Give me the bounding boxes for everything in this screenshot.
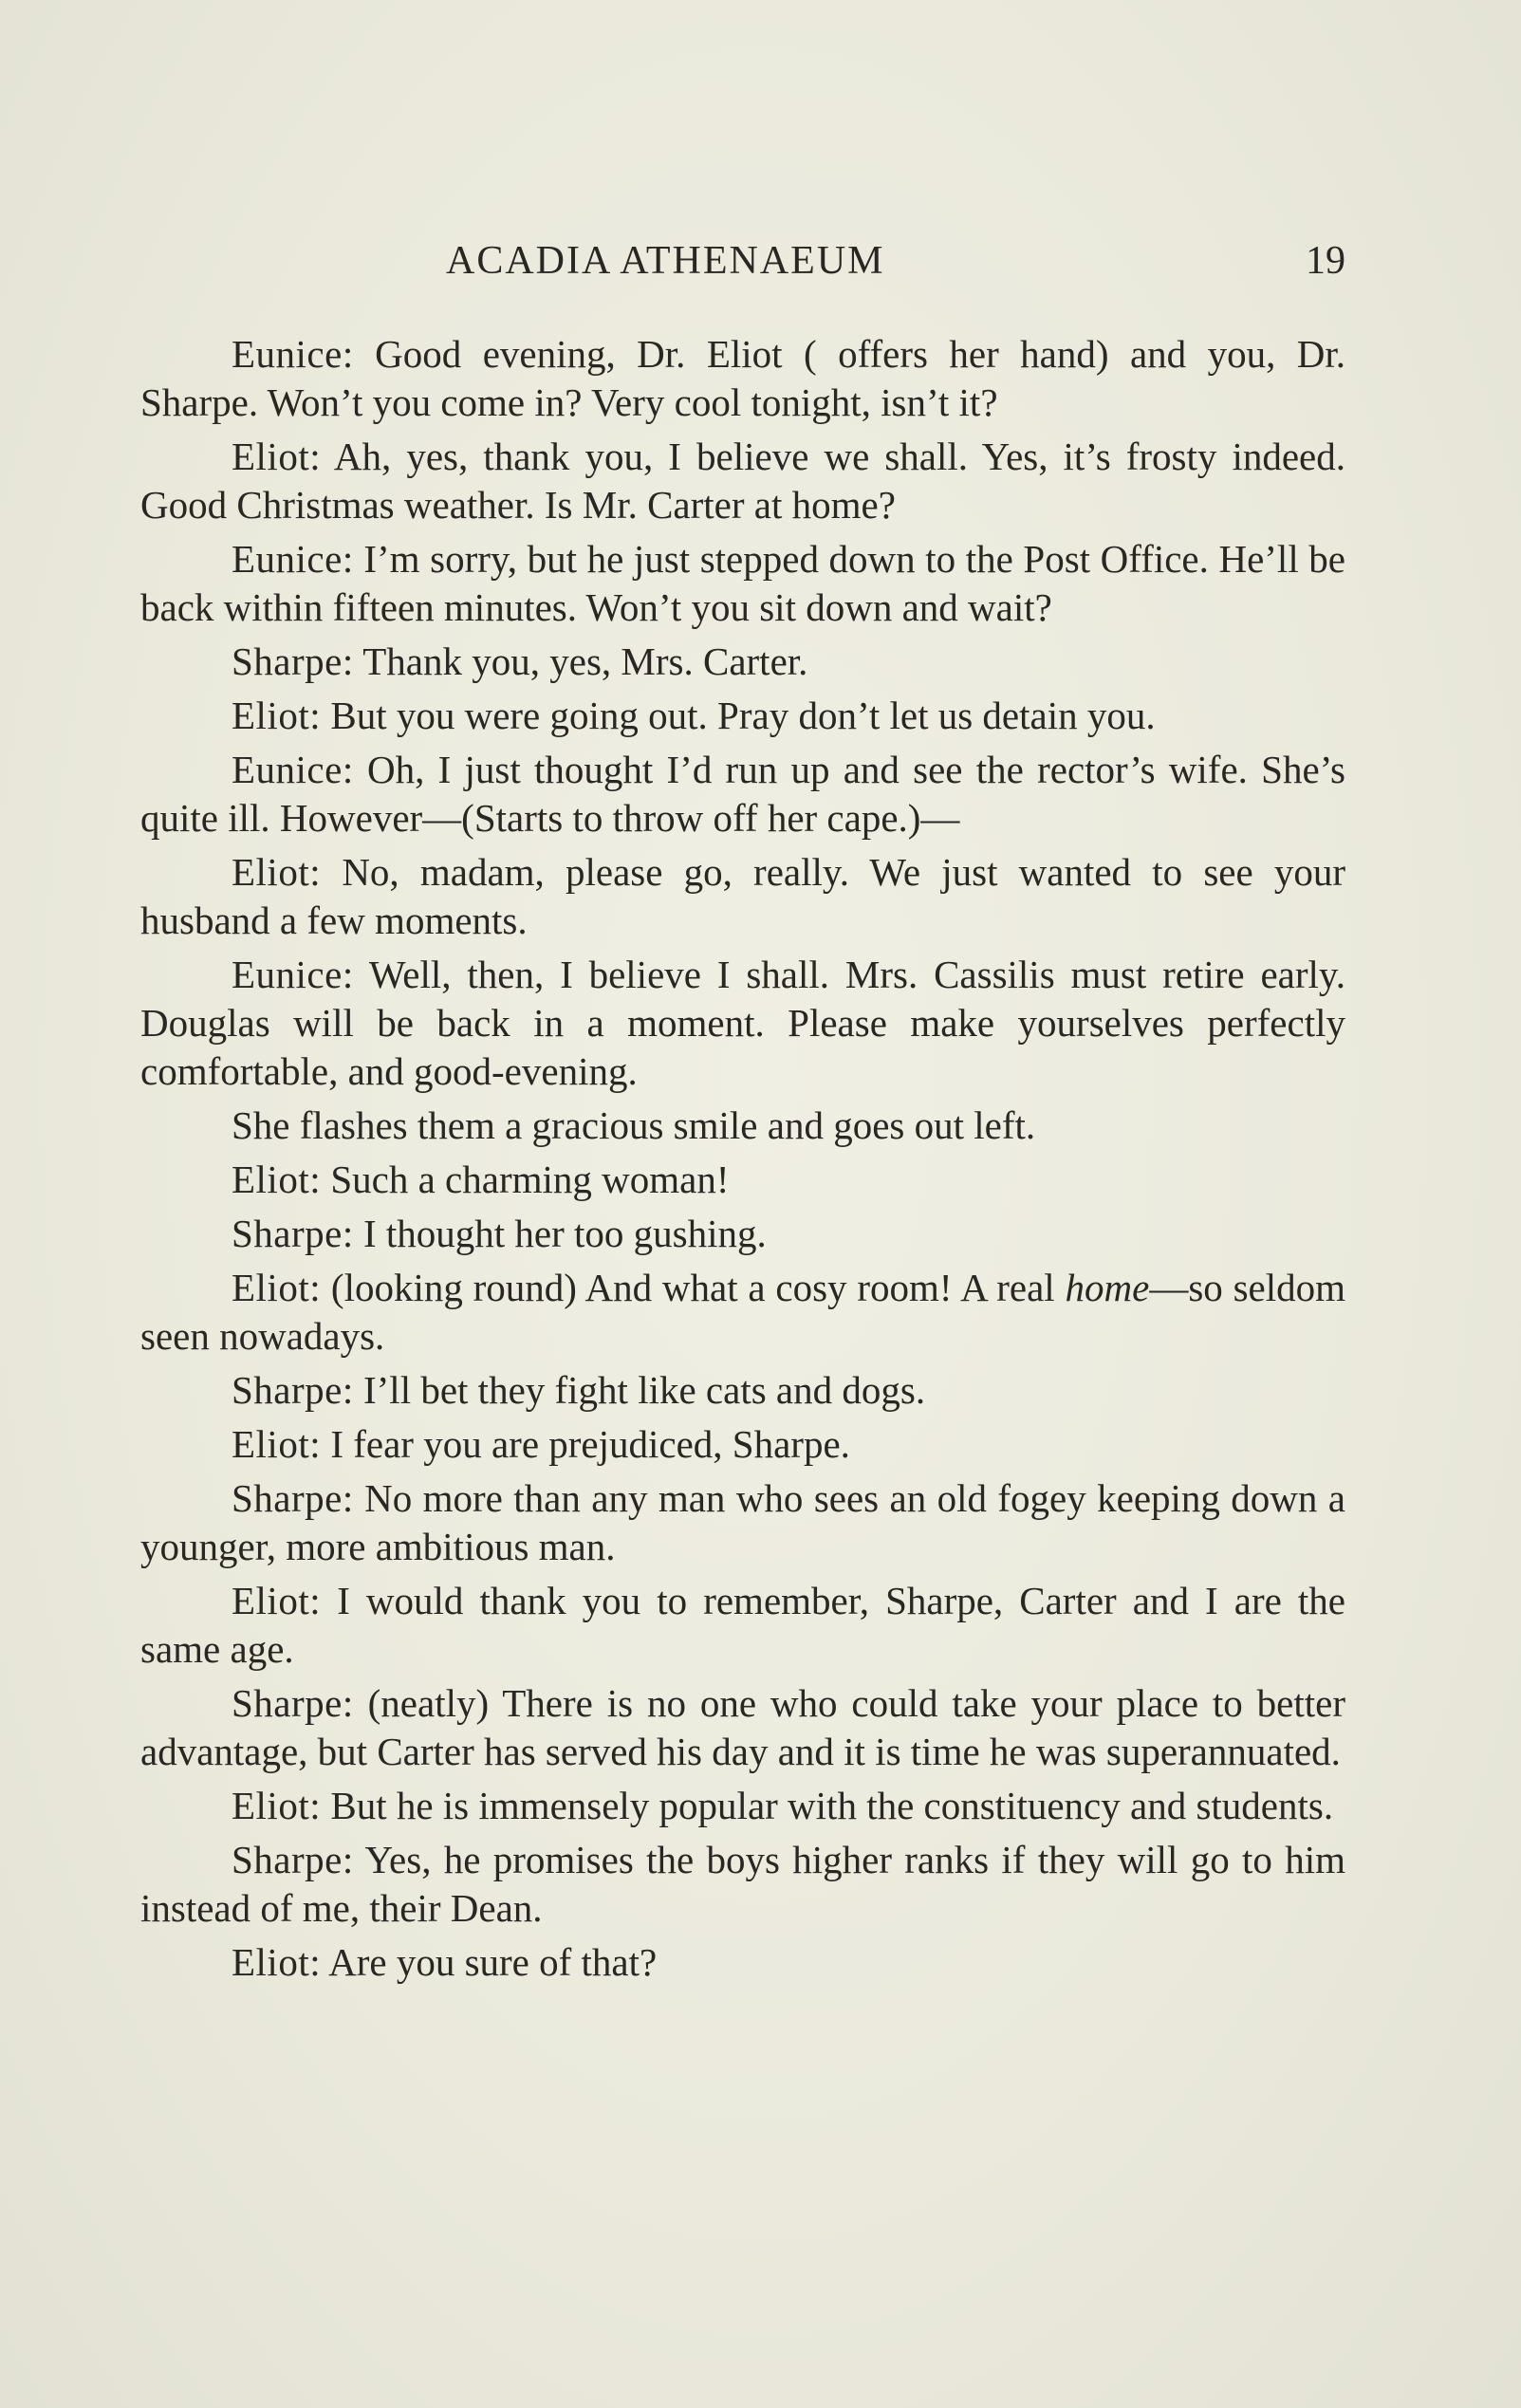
paragraph — [140, 1782, 1345, 1830]
speech-text: (neatly) There is no one who could take your place to better advantage, but Carter has served his day and it is time he was superannuated. — [140, 1681, 1346, 1773]
speech-text: Well, then, I believe I shall. Mrs. Cassilis must retire early. Douglas will be back in a moment. Please make yourselves perfectly comfortable, and good-evening. — [140, 953, 1345, 1093]
speaker-name: Eliot: — [232, 1266, 322, 1309]
speaker-name: Eliot: — [232, 1940, 322, 1984]
speaker-name: Eliot: — [232, 435, 322, 478]
italic-word: home — [1065, 1266, 1150, 1309]
speech-text: (looking round) And what a cosy room! A real — [330, 1266, 1055, 1309]
paragraph — [140, 1836, 1345, 1933]
paragraph — [140, 535, 1345, 632]
speaker-name: Eunice: — [232, 537, 354, 581]
paragraph — [140, 1264, 1345, 1361]
speaker-name: Sharpe: — [232, 639, 354, 683]
speaker-name: Eunice: — [232, 953, 354, 996]
dialogue-text — [140, 330, 1345, 1992]
paragraph — [140, 1366, 1345, 1415]
speaker-name: Sharpe: — [232, 1476, 354, 1520]
paragraph — [140, 1577, 1345, 1674]
speaker-name: Eliot: — [232, 1422, 322, 1466]
paragraph — [140, 330, 1345, 427]
paragraph — [140, 1679, 1345, 1776]
paragraph — [140, 746, 1345, 843]
speaker-name: Eliot: — [232, 1784, 322, 1827]
speaker-name: Eunice: — [232, 332, 354, 376]
paragraph — [140, 1420, 1345, 1469]
page-header — [140, 228, 1345, 294]
speech-text: No, madam, please go, really. We just wanted to see your husband a few moments. — [140, 850, 1346, 942]
paragraph — [140, 692, 1345, 740]
speech-text: Are you sure of that? — [328, 1940, 658, 1984]
running-head: ACADIA ATHENAEUM — [446, 239, 885, 283]
speech-text: I thought her too gushing. — [363, 1212, 767, 1255]
speaker-name: Eliot: — [232, 850, 322, 894]
speech-text: Yes, he promises the boys higher ranks if they will go to him instead of me, their Dean. — [140, 1838, 1345, 1930]
speaker-name: Eunice: — [232, 748, 354, 791]
speaker-name: Eliot: — [232, 694, 322, 737]
speech-text-continued: —so seldom seen nowadays. — [140, 1266, 1346, 1358]
paragraph — [140, 1210, 1345, 1258]
speech-text: No more than any man who sees an old fogey keeping down a younger, more ambitious man. — [140, 1476, 1345, 1568]
speech-text: I fear you are prejudiced, Sharpe. — [330, 1422, 850, 1466]
stage-direction-text: She flashes them a gracious smile and goes out left. — [232, 1103, 1036, 1147]
speech-text: Oh, I just thought I’d run up and see the rector’s wife. She’s quite ill. However—(Starts to throw off her cape.)— — [140, 748, 1345, 840]
speaker-name: Eliot: — [232, 1579, 322, 1622]
paragraph — [140, 1474, 1345, 1571]
paragraph — [140, 1156, 1345, 1204]
speaker-name: Eliot: — [232, 1158, 322, 1201]
speech-text: I’ll bet they fight like cats and dogs. — [363, 1368, 926, 1412]
speaker-name: Sharpe: — [232, 1368, 354, 1412]
paragraph — [140, 638, 1345, 686]
paragraph — [140, 951, 1345, 1096]
stage-direction — [140, 1102, 1345, 1150]
speech-text: I would thank you to remember, Sharpe, Carter and I are the same age. — [140, 1579, 1345, 1671]
speech-text: Good evening, Dr. Eliot ( offers her hand) and you, Dr. Sharpe. Won’t you come in? Very cool tonight, isn’t it? — [140, 332, 1346, 424]
speech-text: But you were going out. Pray don’t let us detain you. — [330, 694, 1156, 737]
speaker-name: Sharpe: — [232, 1212, 354, 1255]
speech-text: Ah, yes, thank you, I believe we shall. Yes, it’s frosty indeed. Good Christmas weather. Is Mr. Carter at home? — [140, 435, 1345, 527]
speech-text: I’m sorry, but he just stepped down to the Post Office. He’ll be back within fifteen minutes. Won’t you sit down and wait? — [140, 537, 1346, 629]
paragraph — [140, 433, 1345, 529]
speech-text: But he is immensely popular with the constituency and students. — [330, 1784, 1334, 1827]
speaker-name: Sharpe: — [232, 1838, 354, 1881]
paragraph — [140, 1938, 1345, 1987]
speech-text: Such a charming woman! — [330, 1158, 730, 1201]
paragraph — [140, 848, 1345, 945]
speech-text: Thank you, yes, Mrs. Carter. — [362, 639, 808, 683]
speaker-name: Sharpe: — [232, 1681, 354, 1725]
page-number: 19 — [1306, 239, 1345, 283]
